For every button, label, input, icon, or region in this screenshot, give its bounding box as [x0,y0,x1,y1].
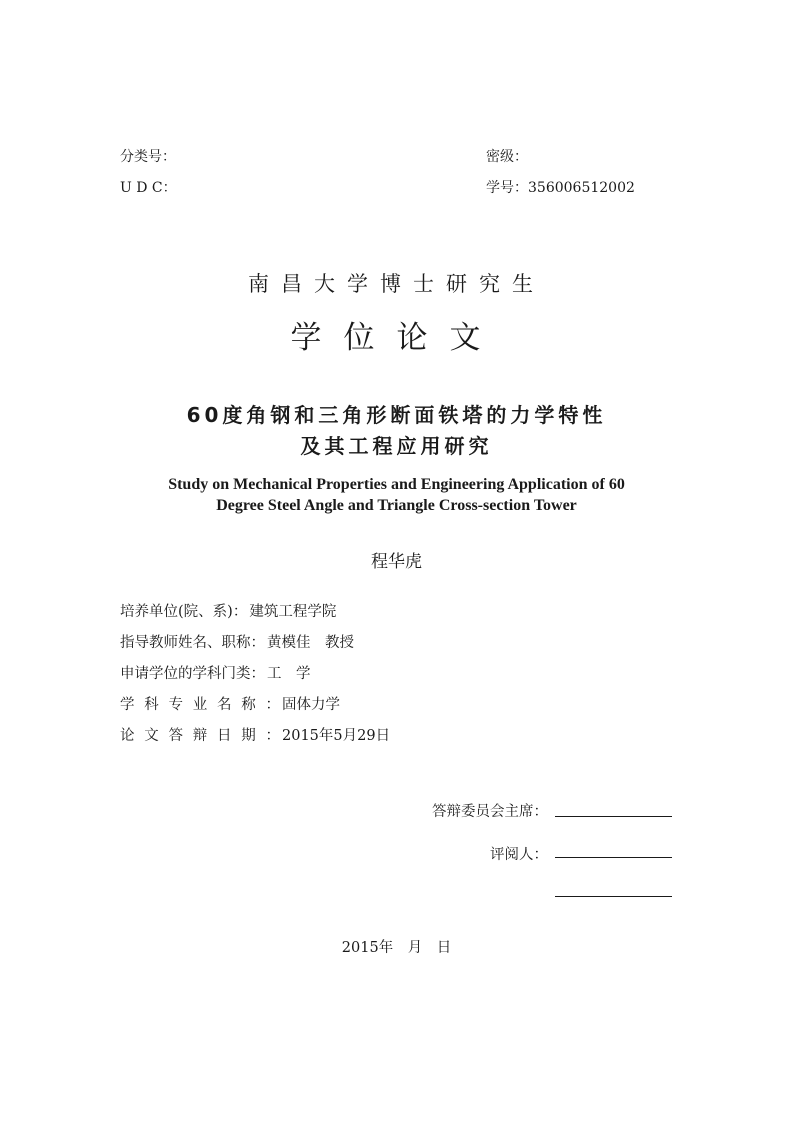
reviewer-signature-line-2 [555,896,672,897]
title-en-line2: Degree Steel Angle and Triangle Cross-section Tower [216,497,577,514]
info-row-unit [120,600,336,621]
classification-label: 分类号： [120,149,176,165]
title-en-line1: Study on Mechanical Properties and Engineering Application of 60 [168,476,625,493]
info-value: 2015年5月29日 [282,728,391,744]
reviewer-signature-line [555,857,672,858]
title-cn-line1: 60度角钢和三角形断面铁塔的力学特性 [186,403,607,427]
info-label: 论文答辩日期： [120,728,280,744]
info-value: 建筑工程学院 [249,604,337,620]
committee-chair-signature-line [555,816,672,817]
secrecy-label: 密级： [486,149,528,165]
university-name: 南昌大学博士研究生 [248,272,545,296]
reviewer-label: 评阅人： [490,847,548,863]
udc-label: U D C： [120,180,177,196]
info-value: 固体力学 [282,697,340,713]
student-id-label: 学号： [486,180,528,196]
committee-chair-label: 答辩委员会主席： [432,804,548,820]
cover-date: 2015年 月 日 [341,940,452,956]
author-name: 程华虎 [371,552,422,572]
info-label: 学科专业名称： [120,697,280,713]
document-type: 学位论文 [290,320,503,356]
info-row-discipline [120,662,311,683]
info-label: 指导教师姓名、职称： [120,635,265,651]
info-row-major [120,693,340,714]
info-value: 工 学 [267,666,311,682]
student-id-value: 356006512002 [528,180,635,196]
info-row-advisor [120,631,354,652]
info-row-defense-date [120,724,390,745]
info-label: 申请学位的学科门类： [120,666,265,682]
info-label: 培养单位(院、系)： [120,604,248,620]
student-id [486,177,635,197]
info-value: 黄模佳 教授 [267,635,354,651]
title-cn-line2: 及其工程应用研究 [300,434,493,458]
